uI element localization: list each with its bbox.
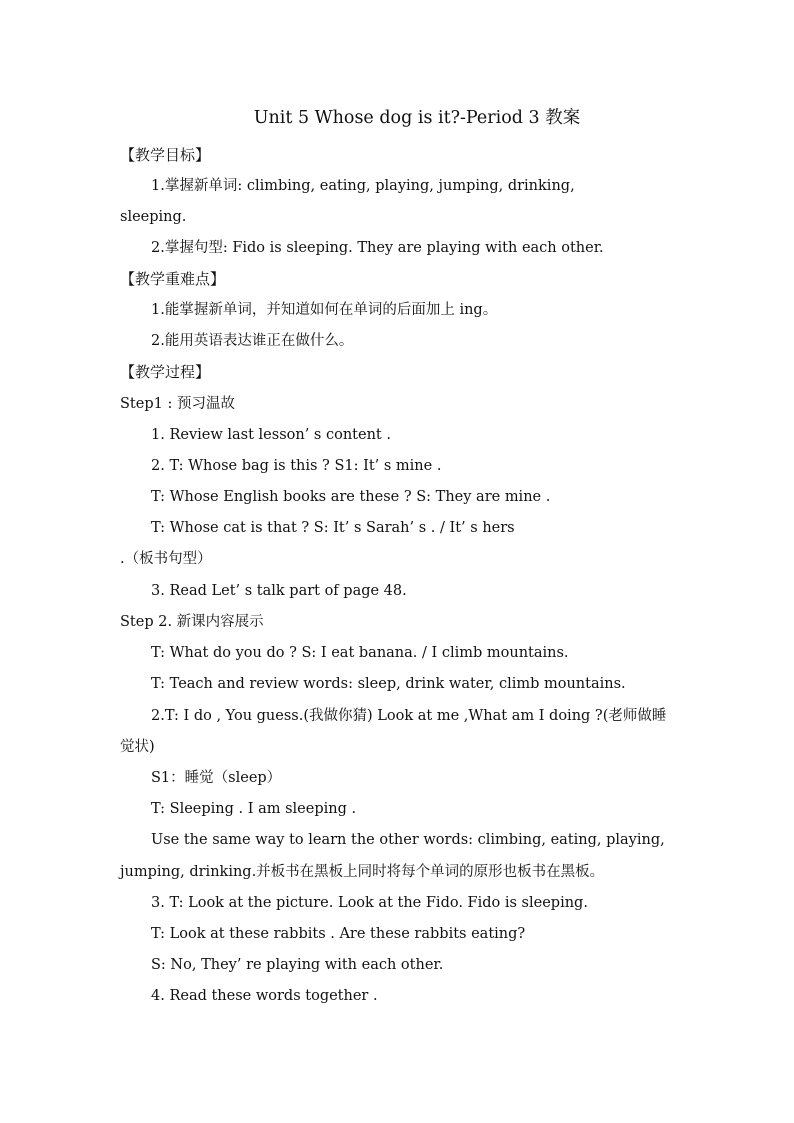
step-2-item-2-line-2: S1：睡觉（sleep） (151, 770, 282, 786)
step-2-item-1: T: What do you do ? S: I eat banana. / I climb mountains. (151, 645, 569, 661)
step-2-item-3-line-3: S: No, They’ re playing with each other. (151, 957, 444, 973)
step-2-item-3-line-2: T: Look at these rabbits . Are these rabbits eating? (151, 926, 526, 942)
document-title: Unit 5 Whose dog is it?-Period 3 教案 (253, 108, 581, 128)
step-2-item-2-line-3: T: Sleeping . I am sleeping . (151, 801, 357, 817)
step-2-item-2: 2.T: I do , You guess.(我做你猜) Look at me ,What am I doing ?(老师做睡 (151, 708, 667, 724)
step-1-item-2-line-3: T: Whose cat is that ? S: It’ s Sarah’ s . / It’ s hers (151, 520, 515, 536)
step-1-item-1: 1. Review last lesson’ s content . (151, 427, 391, 443)
key-point-2: 2.能用英语表达谁正在做什么。 (151, 333, 354, 349)
step-1-item-2: 2. T: Whose bag is this ? S1: It’ s mine . (151, 458, 442, 474)
step-2-item-4: 4. Read these words together . (151, 988, 378, 1004)
key-point-1: 1.能掌握新单词，并知道如何在单词的后面加上 ing。 (151, 302, 498, 318)
objective-1: 1.掌握新单词: climbing, eating, playing, jumping, drinking, (151, 178, 575, 194)
section-heading-process: 【教学过程】 (120, 363, 211, 381)
step-2-item-2-line-4: Use the same way to learn the other words: climbing, eating, playing, (151, 832, 665, 848)
step-1-heading: Step1 : 预习温故 (120, 396, 235, 412)
objective-2: 2.掌握句型: Fido is sleeping. They are playing with each other. (151, 240, 604, 256)
step-2-item-2-line-4-continued: jumping, drinking.并板书在黑板上同时将每个单词的原形也板书在黑板。 (120, 864, 605, 880)
objective-1-continued: sleeping. (120, 209, 187, 225)
section-heading-key-points: 【教学重难点】 (120, 270, 226, 288)
step-2-heading: Step 2. 新课内容展示 (120, 614, 264, 630)
step-1-item-2-note: .（板书句型） (120, 551, 212, 567)
step-1-item-3: 3. Read Let’ s talk part of page 48. (151, 583, 407, 599)
step-2-item-1-line-2: T: Teach and review words: sleep, drink water, climb mountains. (151, 676, 626, 692)
step-2-item-2-continued: 觉状) (120, 739, 155, 755)
section-heading-objectives: 【教学目标】 (120, 146, 211, 164)
step-1-item-2-line-2: T: Whose English books are these ? S: They are mine . (151, 489, 551, 505)
step-2-item-3: 3. T: Look at the picture. Look at the Fido. Fido is sleeping. (151, 895, 588, 911)
